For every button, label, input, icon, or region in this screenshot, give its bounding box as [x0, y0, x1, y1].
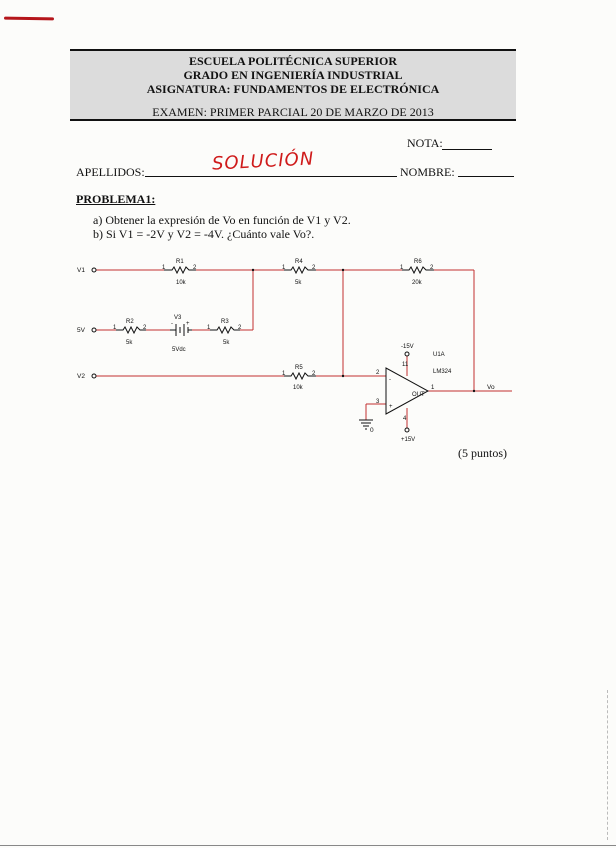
resistor-r3	[210, 327, 240, 333]
r5-pin2: 2	[312, 371, 316, 377]
opamp-pin3: 3	[376, 399, 380, 405]
label-5v: 5V	[77, 327, 85, 334]
problem-title: PROBLEMA1:	[76, 192, 156, 206]
apellidos-handwritten-value: SOLUCIÓN	[211, 148, 315, 175]
r2-pin2: 2	[143, 325, 147, 331]
v1-terminal	[92, 268, 96, 272]
r5-pin1: 1	[282, 371, 286, 377]
opamp-name: U1A	[433, 352, 445, 358]
r1-pin2: 2	[193, 265, 197, 271]
r6-pin1: 1	[400, 265, 404, 271]
opamp-vpos: +15V	[401, 437, 416, 443]
v2-terminal	[92, 374, 96, 378]
opamp-out: OUT	[412, 392, 425, 398]
v3-name: V3	[174, 315, 182, 321]
opamp-vneg: -15V	[401, 344, 414, 350]
school-name: ESCUELA POLITÉCNICA SUPERIOR	[188, 54, 398, 68]
opamp-pin4: 4	[403, 416, 407, 422]
page-bottom-edge	[0, 845, 616, 846]
subject-name: ASIGNATURA: FUNDAMENTOS DE ELECTRÓNICA	[146, 82, 440, 96]
r5-value: 10k	[293, 385, 303, 391]
label-v1: V1	[77, 267, 85, 274]
question-b: b) Si V1 = -2V y V2 = -4V. ¿Cuánto vale Vo?.	[93, 227, 315, 241]
opamp-plus: +	[389, 404, 393, 410]
circuit-wires	[96, 270, 512, 428]
r2-pin1: 1	[113, 325, 117, 331]
resistor-r1	[164, 267, 196, 273]
opamp-pin11: 11	[402, 362, 409, 368]
v3-plus: +	[186, 321, 190, 327]
opamp-pin2: 2	[376, 370, 380, 376]
r1-value: 10k	[176, 280, 186, 286]
opamp-pin1: 1	[431, 385, 435, 391]
nota-label: NOTA:	[407, 136, 443, 150]
exam-title: EXAMEN: PRIMER PARCIAL 20 DE MARZO DE 2013	[152, 105, 434, 119]
label-vo: Vo	[487, 384, 495, 391]
ground-label: 0	[370, 427, 374, 434]
r3-pin2: 2	[238, 325, 242, 331]
r4-pin1: 1	[282, 265, 286, 271]
v3-minus: -	[171, 321, 173, 327]
resistor-r2	[116, 327, 146, 333]
label-v2: V2	[77, 373, 85, 380]
v3-value: 5Vdc	[172, 347, 186, 353]
r2-name: R2	[126, 319, 134, 325]
r6-pin2: 2	[430, 265, 434, 271]
question-a: a) Obtener la expresión de Vo en función de V1 y V2.	[93, 213, 351, 227]
r4-value: 5k	[295, 280, 302, 286]
opamp-model: LM324	[433, 369, 452, 375]
page-edge-mark	[607, 690, 608, 840]
r6-value: 20k	[412, 280, 422, 286]
opamp-minus: -	[389, 377, 391, 383]
r3-pin1: 1	[207, 325, 211, 331]
5v-terminal	[92, 328, 96, 332]
degree-name: GRADO EN INGENIERÍA INDUSTRIAL	[183, 68, 403, 82]
r5-name: R5	[295, 365, 303, 371]
circuit-components	[92, 267, 434, 432]
r1-name: R1	[176, 259, 184, 265]
r3-name: R3	[221, 319, 229, 325]
vpos-terminal	[405, 428, 409, 432]
vneg-terminal	[405, 352, 409, 356]
points-label: (5 puntos)	[458, 446, 507, 460]
apellidos-label: APELLIDOS:	[76, 165, 145, 179]
r2-value: 5k	[126, 340, 133, 346]
r4-pin2: 2	[312, 265, 316, 271]
r1-pin1: 1	[162, 265, 166, 271]
r3-value: 5k	[223, 340, 230, 346]
nombre-label: NOMBRE:	[400, 165, 455, 179]
r4-name: R4	[295, 259, 303, 265]
r6-name: R6	[414, 259, 422, 265]
